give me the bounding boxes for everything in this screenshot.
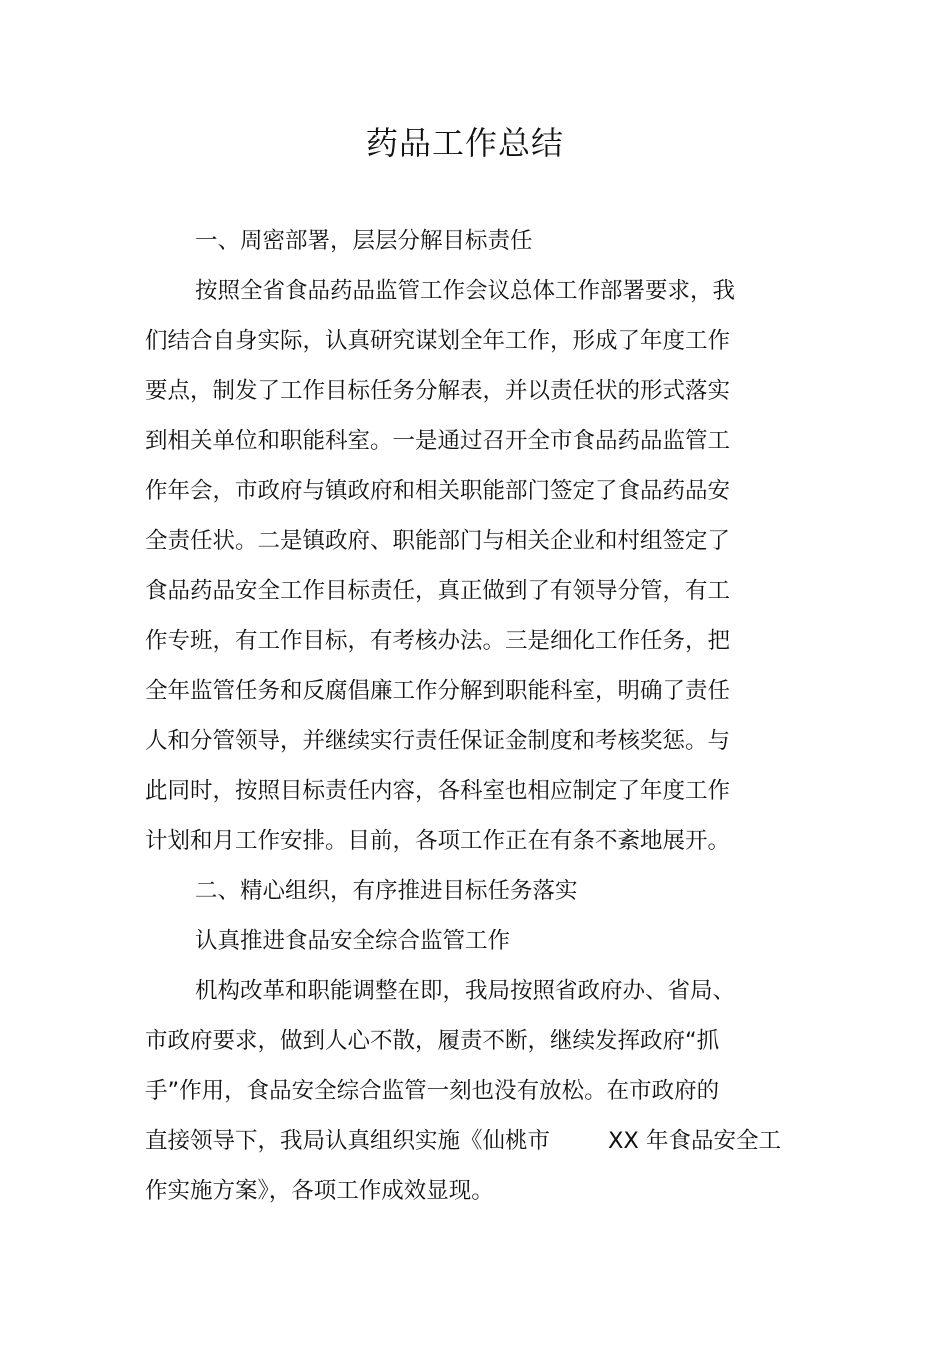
paragraph-line: 全年监管任务和反腐倡廉工作分解到职能科室，明确了责任 <box>145 678 731 704</box>
paragraph-line: 手”作用，食品安全综合监管一刻也没有放松。在市政府的 <box>145 1078 720 1104</box>
paragraph-line: 市政府要求，做到人心不散，履责不断，继续发挥政府“抓 <box>145 1028 720 1054</box>
paragraph-line: 食品药品安全工作目标责任，真正做到了有领导分管，有工 <box>145 578 731 604</box>
paragraph-line-part: 直接领导下，我局认真组织实施《仙桃市 <box>145 1128 551 1154</box>
paragraph-line: 们结合自身实际，认真研究谋划全年工作，形成了年度工作 <box>145 328 731 354</box>
paragraph-line: 作专班，有工作目标，有考核办法。三是细化工作任务，把 <box>145 628 731 654</box>
document-title: 药品工作总结 <box>365 124 564 162</box>
paragraph-line: 此同时，按照目标责任内容，各科室也相应制定了年度工作 <box>145 778 731 804</box>
paragraph-line: 机构改革和职能调整在即，我局按照省政府办、省局、 <box>195 978 736 1004</box>
section-heading-1: 一、周密部署，层层分解目标责任 <box>195 228 533 254</box>
paragraph-line: 作年会，市政府与镇政府和相关职能部门签定了食品药品安 <box>145 478 731 504</box>
paragraph-line-part: XX 年食品安全工 <box>608 1128 781 1154</box>
paragraph-line <box>145 1116 781 1166</box>
section-heading-2: 二、精心组织，有序推进目标任务落实 <box>195 878 578 904</box>
paragraph-line: 全责任状。二是镇政府、职能部门与相关企业和村组签定了 <box>145 528 731 554</box>
paragraph-line: 要点，制发了工作目标任务分解表，并以责任状的形式落实 <box>145 378 731 404</box>
paragraph-line: 到相关单位和职能科室。一是通过召开全市食品药品监管工 <box>145 428 731 454</box>
paragraph-line: 作实施方案》，各项工作成效显现。 <box>145 1178 494 1204</box>
paragraph-line: 按照全省食品药品监管工作会议总体工作部署要求，我 <box>195 278 736 304</box>
paragraph-line: 计划和月工作安排。目前，各项工作正在有条不紊地展开。 <box>145 828 731 854</box>
subsection-heading: 认真推进食品安全综合监管工作 <box>195 928 511 954</box>
paragraph-line: 人和分管领导，并继续实行责任保证金制度和考核奖惩。与 <box>145 728 731 754</box>
